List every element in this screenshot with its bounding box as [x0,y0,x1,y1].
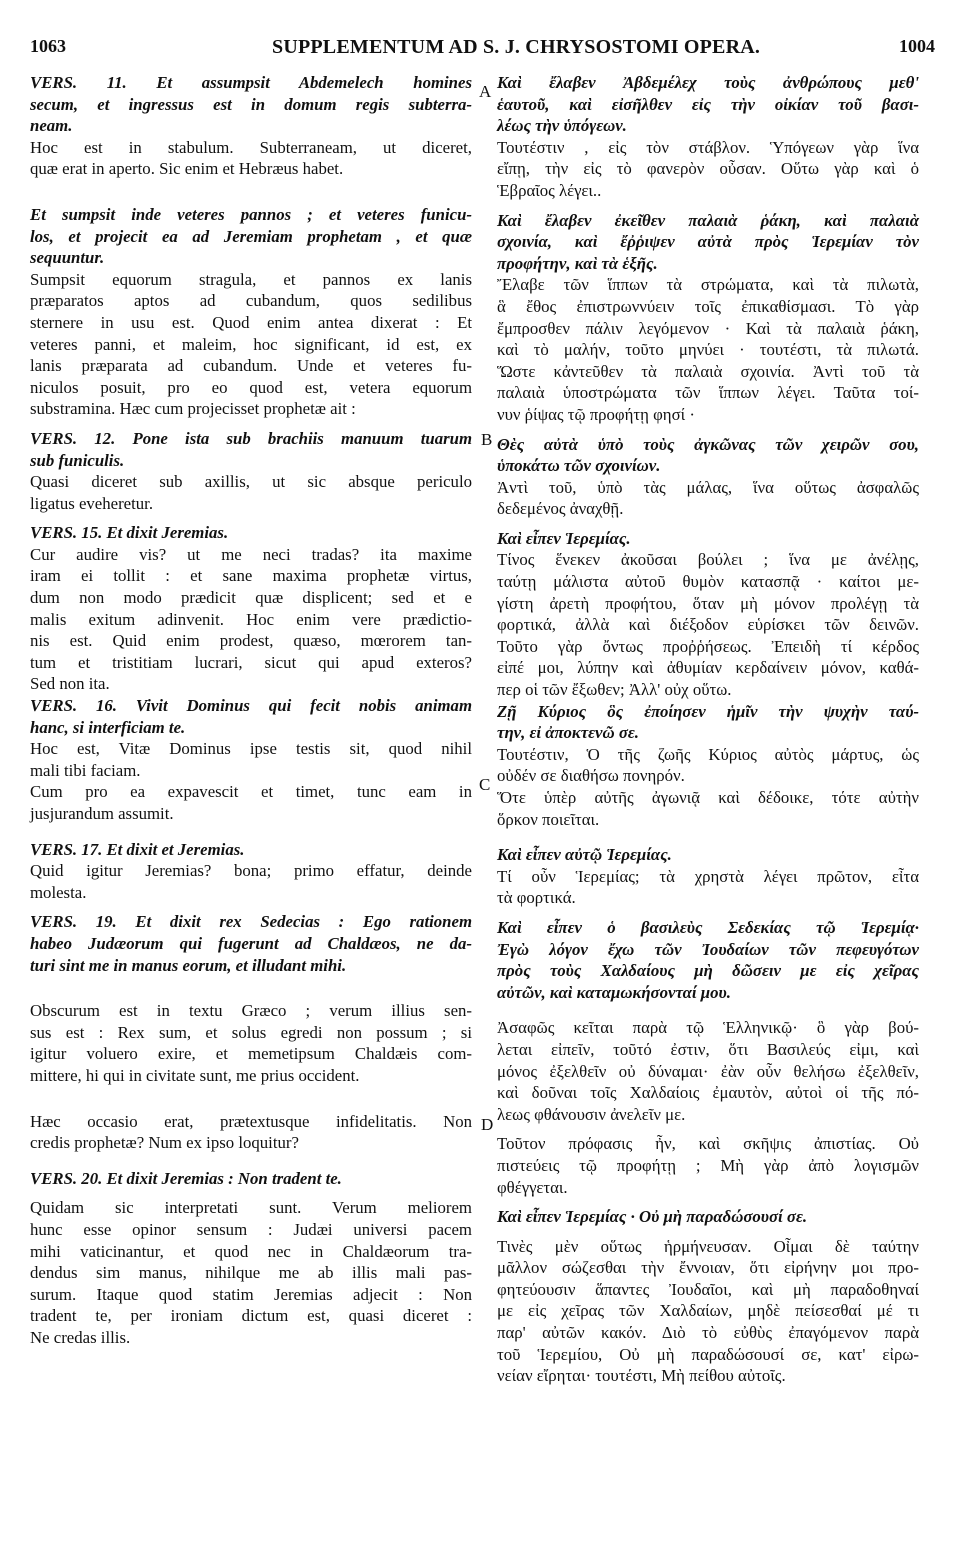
greek-commentary-paragraph [497,1017,919,1125]
greek-text-line: περ οἱ τῶν ἔξωθεν; Ἀλλ' οὐχ οὕτω. [497,680,732,700]
latin-text-line: habeo Judæorum qui fugerunt ad Chaldæos, ne da- [30,933,472,953]
greek-text-line: Τίνος ἕνεκεν ἀκοῦσαι βούλει ; ἵνα με ἀνέλῃς, [497,550,919,570]
latin-text-line: tum et tristitiam lucrari, sicut qui apud exteros? [30,652,472,672]
greek-commentary-paragraph [497,137,919,202]
paragraph-spacer [30,1087,472,1111]
greek-text-line: φητεύουσιν ἅπαντες Ἰουδαῖοι, καὶ μὴ παραδοθηναί [497,1279,919,1299]
greek-column [497,72,919,1387]
latin-text-line: secum, et ingressus est in domum regis subterra- [30,94,472,114]
greek-text-line: φθέγγεται. [497,1177,568,1197]
latin-commentary-paragraph [30,137,472,180]
latin-text-line: VERS. 17. Et dixit et Jeremias. [30,839,245,859]
greek-text-line: πρὸς τοὺς Χαλδαίους μὴ δῶσειν με εἰς χεῖρας [497,961,919,981]
greek-text-line: εἴπῃ, τὴν εἰς τὸ φανερὸν οὖσαν. Οὕτω γὰρ καὶ ὁ [497,159,919,179]
latin-text-line: præparatos aptos ad cubandum, quos sedilibus [30,291,472,311]
greek-text-line: Καὶ ἔλαβεν Ἀβδεμέλεχ τοὺς ἀνθρώπους μεθ' [497,73,919,92]
greek-text-line: μᾶλλον σώζεσθαι τὴν ἔννοιαν, ὅτι εἰρήνην μοι προ- [497,1258,919,1278]
margin-letter-a: A [479,82,492,101]
greek-text-line: ὑποκάτω τῶν σχοινίων. [497,456,661,476]
paragraph-spacer [30,825,472,839]
latin-commentary-paragraph [30,738,472,781]
greek-verse-lemma [497,701,919,744]
latin-text-line: Quid igitur Jeremias? bona; primo effatur, deinde [30,861,472,881]
paragraph-spacer [497,1125,919,1133]
greek-text-line: Καὶ εἶπεν Ἱερεμίας · Οὐ μὴ παραδώσουσί σε. [497,1207,808,1227]
latin-commentary-paragraph [30,1111,472,1154]
greek-text-line: νείαν εἴρηται· τουτέστι, Μὴ πείθου αὐτοῖς. [497,1366,786,1386]
latin-text-line: igitur voluero exire, et memetipsum Chaldæis com- [30,1044,472,1064]
latin-commentary-paragraph [30,471,472,514]
paragraph-spacer [497,426,919,434]
paragraph-spacer [497,830,919,844]
latin-text-line: iram ei tollit : et sane maxima prophetæ virtus, [30,566,472,586]
paragraph-spacer [30,420,472,428]
greek-verse-lemma [497,844,919,866]
greek-text-line: ὅρκον ποιεῖται. [497,809,600,829]
latin-verse-lemma [30,1168,472,1190]
greek-text-line: νυν ῥίψας τῷ προφήτῃ φησί · [497,404,695,424]
latin-verse-lemma [30,695,472,738]
latin-text-line: sus est : Rex sum, et solus egredi non possum ; si [30,1022,472,1042]
latin-text-line: surum. Itaque quod statim Jeremias adjecit : Non [30,1284,472,1304]
latin-text-line: neam. [30,116,73,136]
latin-commentary-paragraph [30,544,472,695]
greek-text-line: Τοῦτο γὰρ ὄντως προῤῥήσεως. Ἐπειδὴ τί κέρδος [497,636,919,656]
greek-text-line: Ἐγὼ λόγον ἔχω τῶν Ἰουδαίων τῶν πεφευγότων [497,939,919,959]
greek-text-line: γίστη ἀρετὴ προφήτου, ὅταν μὴ μόνον προλέγῃ τὰ [497,593,919,613]
greek-verse-lemma [497,434,919,477]
paragraph-spacer [497,520,919,528]
greek-text-line: Ζῇ Κύριος ὃς ἐποίησεν ἡμῖν τὴν ψυχὴν ταύ- [497,701,919,721]
paragraph-spacer [497,909,919,917]
paragraph-spacer [497,202,919,210]
latin-text-line: jusjurandum assumit. [30,804,174,823]
latin-text-line: Sed non ita. [30,674,110,694]
latin-verse-lemma [30,428,472,471]
latin-text-line: Cur audire vis? ut me neci tradas? ita maxime [30,544,472,564]
paragraph-spacer [30,514,472,522]
greek-text-line: παλαιὰ ὑποστρώματα τῶν ἵππων λέγει. Ταῦτα τοί- [497,383,919,403]
greek-commentary-paragraph [497,866,919,909]
greek-text-line: Καὶ ἔλαβεν ἐκεῖθεν παλαιὰ ῥάκη, καὶ παλαιὰ [497,210,919,230]
greek-verse-lemma [497,1206,919,1228]
greek-text-line: ἔμπροσθεν πάλιν λεγόμενον · Καὶ τὰ παλαιὰ ῥάκη, [497,318,919,338]
paragraph-spacer [30,180,472,204]
greek-commentary-paragraph [497,787,919,830]
page-number-right: 1004 [899,36,935,56]
greek-text-line: παρ' αὐτῶν κακόν. Διὸ τὸ εὐθὺς ἐπαγόμενον παρὰ [497,1323,919,1343]
latin-text-line: mali tibi faciam. [30,760,141,780]
greek-text-line: την, εἰ ἀποκτενῶ σε. [497,723,639,743]
greek-text-line: Ἀσαφῶς κεῖται παρὰ τῷ Ἑλληνικῷ· ὃ γὰρ βού- [497,1018,919,1038]
greek-text-line: Ἑβραῖος λέγει.. [497,180,602,200]
greek-text-line: οὐδέν σε διαθήσω πονηρόν. [497,766,685,786]
latin-text-line: Hæc occasio erat, prætextusque infidelitatis. Non [30,1111,472,1131]
paragraph-spacer [30,976,472,1000]
greek-verse-lemma [497,210,919,275]
latin-text-line: dum non modo prædicit quæ displicent; sed et e [30,588,472,608]
latin-text-line: credis prophetæ? Num ex ipso loquitur? [30,1133,299,1153]
latin-verse-lemma [30,839,472,861]
greek-verse-lemma [497,72,919,137]
latin-text-line: hunc esse opinor sensum : Judæi universi pacem [30,1219,472,1239]
greek-commentary-paragraph [497,477,919,520]
greek-text-line: ἑαυτοῦ, καὶ εἰσῆλθεν εἰς τὴν οἰκίαν τοῦ βασι- [497,94,919,114]
latin-verse-lemma [30,204,472,269]
paragraph-spacer [497,1003,919,1017]
greek-commentary-paragraph [497,1133,919,1198]
greek-text-line: πιστεύεις τῷ προφήτῃ ; Μὴ γὰρ ἀπὸ λογισμῶν [497,1155,919,1175]
latin-text-line: quæ erat in aperto. Sic enim et Hebræus habet. [30,159,344,179]
latin-text-line: Quasi diceret sub axillis, ut sic absque periculo [30,472,472,492]
running-title: SUPPLEMENTUM AD S. J. CHRYSOSTOMI OPERA. [272,36,761,58]
running-header [30,36,935,64]
paragraph-spacer [30,903,472,911]
latin-column [30,72,472,1348]
paragraph-spacer [30,1189,472,1197]
greek-commentary-paragraph [497,744,919,787]
greek-text-line: λέως τὴν ὑπόγεων. [497,116,627,136]
latin-text-line: Ne credas illis. [30,1327,131,1347]
latin-commentary-paragraph [30,860,472,903]
greek-text-line: φορτικά, ἀλλὰ καὶ διέξοδον εὑρίσκει τῶν δεινῶν. [497,615,919,635]
latin-text-line: los, et projecit ea ad Jeremiam prophetam , et quæ [30,226,472,246]
latin-commentary-paragraph [30,781,472,824]
greek-text-line: καὶ τὸ μαλήν, τοῦτο μηνύει · τουτέστι, τὰ πιλωτά. [497,340,919,360]
greek-text-line: Ὅτε ὑπὲρ αὐτῆς ἀγωνιᾷ καὶ δέδοικε, τότε αὐτὴν [497,788,919,807]
greek-text-line: ταύτῃ μάλιστα αὐτοῦ θυμὸν κατασπᾷ · καίτοι με- [497,572,919,592]
greek-text-line: αὐτῶν, καὶ καταμωκήσονταί μου. [497,982,731,1002]
greek-text-line: Καὶ εἶπεν ὁ βασιλεὺς Σεδεκίας τῷ Ἱερεμίᾳ· [497,917,919,937]
latin-text-line: mihi vaticinantur, et quod nec in Chaldæorum tra- [30,1241,472,1261]
greek-text-line: καὶ δοῦναι τοῖς Χαλδαίοις ἐμαυτὸν, αὐτοὶ οἱ τῆς πό- [497,1083,919,1103]
latin-text-line: ligatus eveheretur. [30,493,154,513]
latin-verse-lemma [30,911,472,976]
greek-text-line: Ἔλαβε τῶν ἵππων τὰ στρώματα, καὶ τὰ πιλωτὰ, [497,275,919,295]
greek-commentary-paragraph [497,549,919,700]
latin-commentary-paragraph [30,269,472,420]
latin-text-line: Obscurum est in textu Græco ; verum illius sen- [30,1001,472,1021]
greek-text-line: Τουτέστιν, Ὁ τῆς ζωῆς Κύριος αὐτὸς μάρτυς, ὡς [497,744,919,764]
latin-text-line: veteres panni, et maleim, hoc significant, id est, ex [30,334,472,354]
greek-text-line: εἰπέ μοι, λύπην καὶ ἀθυμίαν κερδαίνειν μόνον, καθά- [497,658,919,678]
paragraph-spacer [30,1154,472,1168]
latin-text-line: Cum pro ea expavescit et timet, tunc eam in [30,782,472,802]
greek-text-line: δεδεμένος ἀναχθῇ. [497,499,624,519]
paragraph-spacer [497,1198,919,1206]
paragraph-spacer [497,1228,919,1236]
greek-text-line: τὰ φορτικά. [497,888,576,908]
latin-text-line: malis exitum adinvenit. Hoc enim vere prædictio- [30,609,472,629]
latin-verse-lemma [30,72,472,137]
greek-text-line: λεται εἰπεῖν, τοῦτό ἐστιν, ὅτι Βασιλεύς εἰμι, καὶ [497,1039,919,1059]
latin-text-line: VERS. 11. Et assumpsit Abdemelech homines [30,73,472,92]
latin-text-line: dendus sim manus, nihilque me ab illis mali pas- [30,1263,472,1283]
latin-text-line: Hoc est in stabulum. Subterraneam, ut diceret, [30,137,472,157]
latin-commentary-paragraph [30,1197,472,1348]
greek-text-line: Ἀντὶ τοῦ, ὑπὸ τὰς μάλας, ἵνα οὕτως ἀσφαλῶς [497,477,919,497]
latin-text-line: mittere, hi qui in civitate sunt, me prius occident. [30,1065,360,1085]
margin-letter-b: B [481,430,493,449]
greek-text-line: ἃ ἔθος ἐπιστρωννύειν τοῖς ἐπικαθίσμασι. Τὸ γὰρ [497,296,919,316]
latin-text-line: niculos posuit, pro eo quod est, vetera equorum [30,377,472,397]
greek-verse-lemma [497,528,919,550]
greek-text-line: προφήτην, καὶ τὰ ἑξῆς. [497,253,658,273]
latin-text-line: Quidam sic interpretati sunt. Verum meliorem [30,1198,472,1218]
latin-text-line: Et sumpsit inde veteres pannos ; et veteres funicu- [30,204,472,224]
latin-text-line: sternere in usu est. Quod enim antea dixerat : Et [30,312,472,332]
greek-text-line: με εἰς χεῖρας τῶν Χαλδαίων, μηδὲ πείσεσθαί μέ τι [497,1301,919,1321]
latin-text-line: VERS. 16. Vivit Dominus qui fecit nobis animam [30,696,472,716]
latin-commentary-paragraph [30,1000,472,1086]
page-number-left: 1063 [30,36,66,56]
latin-text-line: hanc, si interficiam te. [30,717,186,737]
latin-text-line: Hoc est, Vitæ Dominus ipse testis sit, quod nihil [30,739,472,759]
latin-text-line: molesta. [30,882,87,902]
greek-text-line: τοῦ Ἱερεμίου, Οὐ μὴ παραδώσουσί σε, κατ' εἰρω- [497,1344,919,1364]
greek-text-line: Καὶ εἶπεν αὐτῷ Ἱερεμίας. [497,845,672,865]
greek-text-line: σχοινία, καὶ ἔῤῥιψεν αὐτὰ πρὸς Ἱερεμίαν τὸν [497,232,919,252]
latin-text-line: sequuntur. [30,248,105,268]
latin-text-line: substramina. Hæc cum projecisset prophetæ ait : [30,399,356,419]
greek-text-line: Ὥστε κἀντεῦθεν τὰ παλαιὰ σχοινία. Ἀντὶ τοῦ τὰ [497,361,919,381]
greek-text-line: μόνος ἐξελθεῖν οὐ δύναμαι· ἐὰν οὖν θελήσω ἐξελθεῖν, [497,1061,919,1081]
greek-verse-lemma [497,917,919,1003]
greek-text-line: Τοῦτον πρόφασις ἦν, καὶ σκῆψις ἀπιστίας. Οὐ [497,1134,919,1154]
latin-text-line: sub funiculis. [30,450,125,470]
margin-letter-c: C [479,775,491,794]
greek-commentary-paragraph [497,1236,919,1387]
latin-text-line: Sumpsit equorum stragula, et pannos ex lanis [30,269,472,289]
latin-verse-lemma [30,522,472,544]
latin-text-line: VERS. 20. Et dixit Jeremias : Non tradent te. [30,1168,342,1188]
greek-text-line: Θὲς αὐτὰ ὑπὸ τοὺς ἀγκῶνας τῶν χειρῶν σου, [497,434,919,454]
latin-text-line: tradent te, per ironiam dictum est, quasi diceret : [30,1306,472,1326]
latin-text-line: VERS. 12. Pone ista sub brachiis manuum tuarum [30,428,472,448]
greek-text-line: Τουτέστιν , εἰς τὸν στάβλον. Ὑπόγεων γὰρ ἵνα [497,137,919,157]
margin-letter-d: D [481,1115,494,1134]
latin-text-line: VERS. 19. Et dixit rex Sedecias : Ego rationem [30,912,472,932]
greek-text-line: Τί οὖν Ἱερεμίας; τὰ χρηστὰ λέγει πρῶτον, εἶτα [497,866,919,886]
greek-text-line: Τινὲς μὲν οὕτως ἡρμήνευσαν. Οἶμαι δὲ ταύτην [497,1236,919,1256]
latin-text-line: turi sint me in manus eorum, et illudant mihi. [30,955,347,975]
latin-text-line: nis est. Quid enim prodest, quæso, mœrorem tan- [30,631,472,651]
latin-text-line: lanis præparata ad cubandum. Unde et veteres fu- [30,356,472,376]
greek-text-line: Καὶ εἶπεν Ἱερεμίας. [497,528,631,548]
greek-text-line: λεως φθάνουσιν ἀνελεῖν με. [497,1104,686,1124]
greek-commentary-paragraph [497,274,919,425]
latin-text-line: VERS. 15. Et dixit Jeremias. [30,523,229,543]
